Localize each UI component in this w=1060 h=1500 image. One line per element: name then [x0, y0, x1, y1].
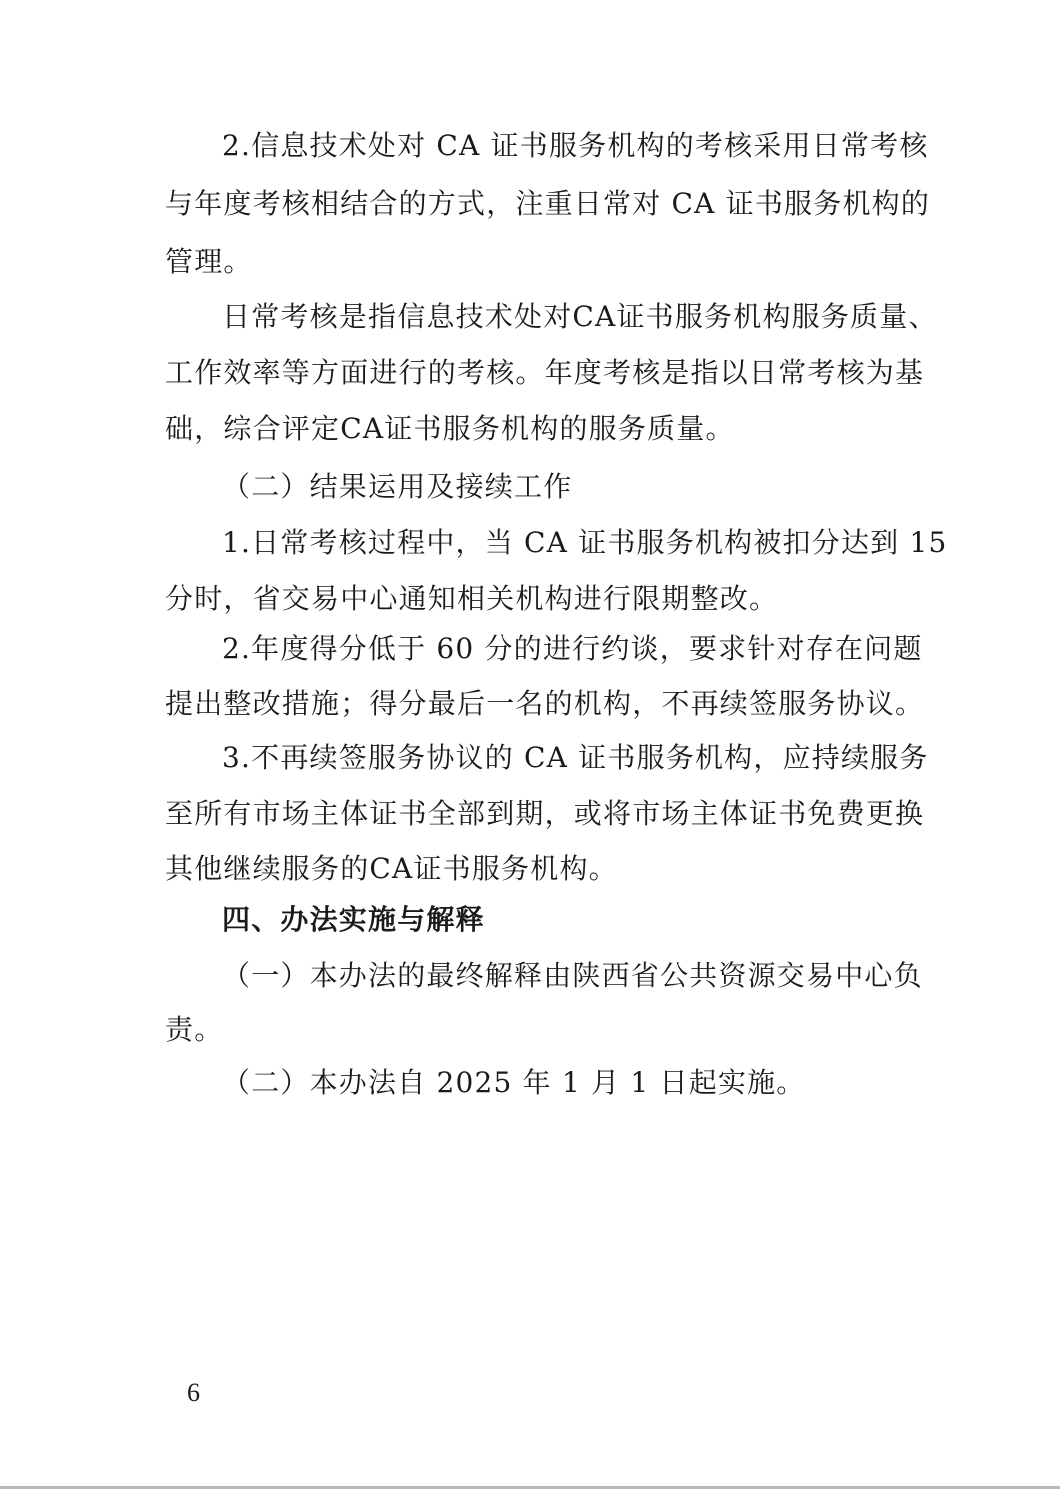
paragraph-line: 至所有市场主体证书全部到期，或将市场主体证书免费更换 [165, 797, 925, 830]
paragraph-line: 2.信息技术处对 CA 证书服务机构的考核采用日常考核 [222, 129, 929, 162]
paragraph-line: 日常考核是指信息技术处对CA证书服务机构服务质量、 [222, 300, 938, 333]
paragraph-line: 3.不再续签服务协议的 CA 证书服务机构，应持续服务 [222, 741, 929, 774]
paragraph-line: （一）本办法的最终解释由陕西省公共资源交易中心负 [222, 959, 923, 992]
paragraph-line: 责。 [165, 1013, 224, 1046]
paragraph-line: 分时，省交易中心通知相关机构进行限期整改。 [165, 582, 779, 615]
paragraph-line: 2.年度得分低于 60 分的进行约谈，要求针对存在问题 [222, 632, 923, 665]
paragraph-line: 其他继续服务的CA证书服务机构。 [165, 852, 618, 885]
paragraph-line: 与年度考核相结合的方式，注重日常对 CA 证书服务机构的 [165, 187, 931, 220]
paragraph-line: （二）结果运用及接续工作 [222, 470, 573, 503]
paragraph-line: 工作效率等方面进行的考核。年度考核是指以日常考核为基 [165, 356, 925, 389]
paragraph-line: （二）本办法自 2025 年 1 月 1 日起实施。 [222, 1066, 806, 1099]
paragraph-line: 提出整改措施；得分最后一名的机构，不再续签服务协议。 [165, 687, 925, 720]
paragraph-line: 管理。 [165, 245, 253, 278]
paragraph-line: 础，综合评定CA证书服务机构的服务质量。 [165, 412, 735, 445]
bottom-rule [0, 1486, 1060, 1489]
paragraph-line: 1.日常考核过程中，当 CA 证书服务机构被扣分达到 15 [222, 526, 948, 559]
page-number: 6 [187, 1378, 200, 1407]
section-heading: 四、办法实施与解释 [222, 903, 485, 936]
